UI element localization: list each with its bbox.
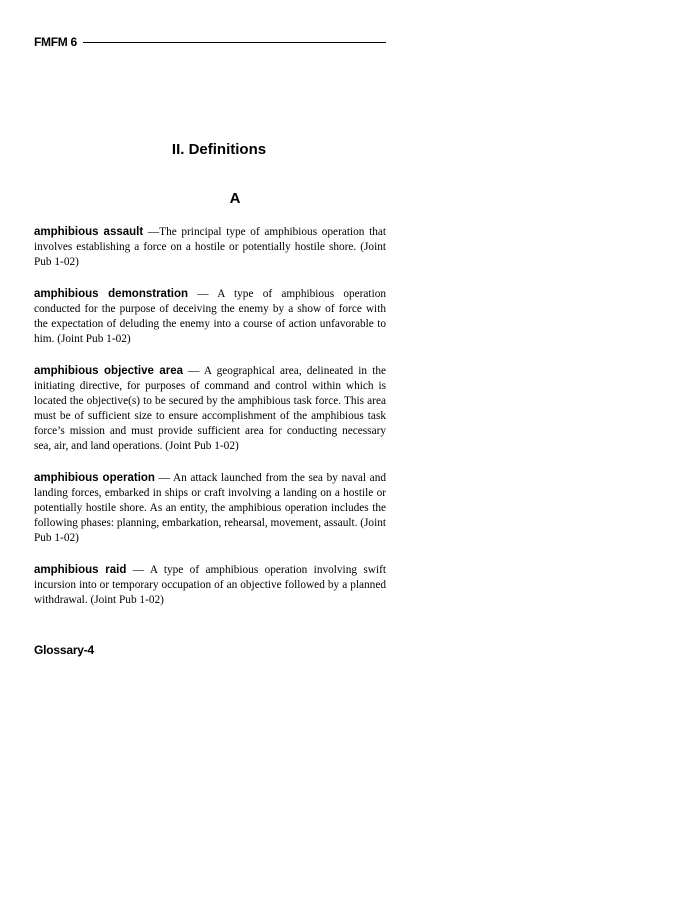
entry-dash: — bbox=[188, 288, 218, 300]
entry-dash: — bbox=[183, 365, 204, 377]
entry-definition: The principal type of amphibious operation that involves establishing a force on a hostile or potentially hostile shore. (Joint Pub 1-02) bbox=[34, 226, 387, 268]
entry-term: amphibious raid bbox=[34, 564, 127, 576]
entry-term: amphibious demonstration bbox=[34, 288, 189, 300]
entry-term: amphibious assault bbox=[34, 226, 144, 238]
glossary-entry bbox=[34, 471, 386, 546]
glossary-entry bbox=[34, 287, 386, 347]
entry-dash: — bbox=[154, 472, 173, 484]
glossary-entries bbox=[34, 225, 386, 625]
entry-dash: — bbox=[143, 226, 160, 238]
page-footer: Glossary-4 bbox=[34, 643, 95, 657]
entry-definition: A geographical area, delineated in the initiating directive, for purposes of command and control within which is located the objective(s) to be secured by the amphibious task force. This area must be of sufficient size to ensure accomplishment of the amphibious task force’s mission and must provide sufficient area for conducting necessary sea, air, and land operations. (Joint Pub 1-02) bbox=[34, 365, 386, 452]
entry-term: amphibious objective area bbox=[34, 365, 184, 377]
entry-dash: — bbox=[126, 564, 150, 576]
glossary-entry bbox=[34, 364, 386, 454]
entry-definition: A type of amphibious operation involving swift incursion into or temporary occupation of an objective followed by a planned withdrawal. (Joint Pub 1-02) bbox=[34, 564, 386, 606]
entry-definition: An attack launched from the sea by naval and landing forces, embarked in ships or craft involving a landing on a hostile or potentially hostile shore. As an entity, the amphibious operation includes the following phases: planning, embarkation, rehearsal, movement, assault. (Joint Pub 1-02) bbox=[34, 472, 387, 544]
header-rule bbox=[83, 42, 386, 43]
publication-label: FMFM 6 bbox=[34, 35, 77, 49]
entry-term: amphibious operation bbox=[34, 472, 155, 484]
letter-heading: A bbox=[229, 190, 241, 207]
entry-definition: A type of amphibious operation conducted for the purpose of deceiving the enemy by a show of force with the expectation of deluding the enemy into a course of action unfavorable to him. (Joint Pub 1-02) bbox=[34, 288, 387, 345]
glossary-entry bbox=[34, 563, 386, 608]
glossary-entry bbox=[34, 225, 386, 270]
running-header bbox=[34, 34, 386, 50]
section-title: II. Definitions bbox=[171, 141, 267, 158]
